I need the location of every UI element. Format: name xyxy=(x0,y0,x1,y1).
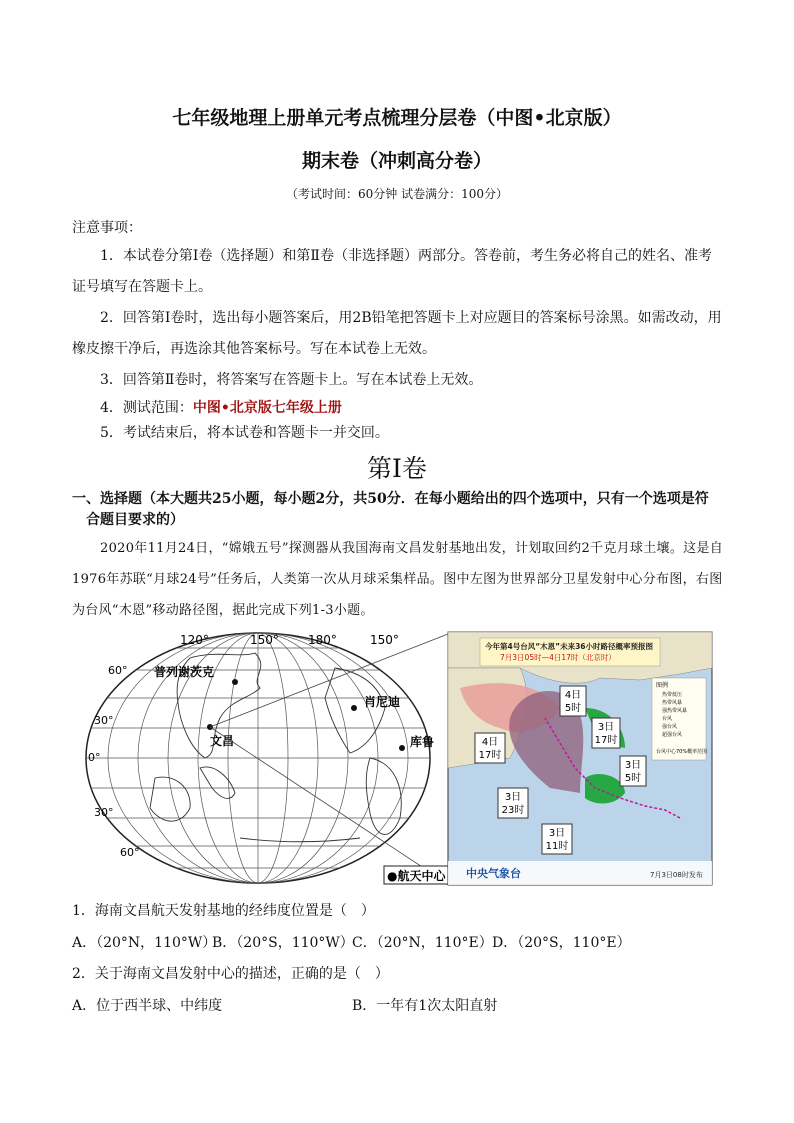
lat-label-2: 0° xyxy=(88,751,101,764)
city-wenchang: 文昌 xyxy=(210,734,235,748)
typhoon-legend-item-4: 强台风 xyxy=(662,724,678,730)
notice-item-3 xyxy=(72,365,722,396)
lon-label-0: 120° xyxy=(180,633,209,647)
question-1-option-b: B．（20°S，110°W） xyxy=(212,935,354,951)
city-dot-kennedy xyxy=(351,705,357,711)
typhoon-legend-item-2: 强热带风暴 xyxy=(662,708,688,714)
typhoon-legend-title: 图例 xyxy=(656,682,669,689)
question-1: 1．海南文昌航天发射基地的经纬度位置是（ ） xyxy=(72,903,375,919)
notice-item-2 xyxy=(72,303,722,365)
notice-heading: 注意事项： xyxy=(72,220,142,236)
exam-time-info: （考试时间：60分钟 试卷满分：100分） xyxy=(286,187,508,201)
city-kennedy: 肖尼迪 xyxy=(364,695,401,709)
notice-item-2-text: 2．回答第Ⅰ卷时，选出每小题答案后，用2B铅笔把答题卡上对应题目的答案标号涂黑。如需改动，用橡皮擦干净后，再选涂其他答案标号。写在本试卷上无效。 xyxy=(72,310,722,357)
city-plesetsk: 普列谢茨克 xyxy=(154,665,215,679)
lat-label-0: 60° xyxy=(108,664,128,677)
notice-item-5 xyxy=(72,418,722,449)
typhoon-header-line1: 今年第4号台风“木恩”未来36小时路径概率预报图 xyxy=(485,642,654,651)
time-box-2-hour: 17时 xyxy=(478,750,502,761)
exam-subtitle: 期末卷（冲刺高分卷） xyxy=(301,150,492,172)
lat-label-3: 30° xyxy=(94,806,114,819)
figure-maps xyxy=(80,628,714,888)
lon-label-3: 150° xyxy=(370,633,399,647)
city-dot-kourou xyxy=(399,745,405,751)
lon-label-2: 180° xyxy=(308,633,337,647)
time-box-4-day: 3日 xyxy=(504,792,522,803)
typhoon-legend-item-1: 热带风暴 xyxy=(662,700,683,706)
notice-item-5-text: 5．考试结束后，将本试卷和答题卡一并交回。 xyxy=(100,425,389,441)
time-box-0-hour: 5时 xyxy=(564,703,582,714)
typhoon-legend-note: 台风中心70%概率范围 xyxy=(656,749,708,755)
time-box-3-day: 3日 xyxy=(624,760,642,771)
typhoon-legend-item-3: 台风 xyxy=(662,716,673,722)
typhoon-issue-time: 7月3日08时发布 xyxy=(650,871,703,879)
question-1-option-a: A．（20°N，110°W） xyxy=(72,935,217,951)
time-box-0-day: 4日 xyxy=(564,690,582,701)
city-dot-plesetsk xyxy=(232,679,238,685)
question-2-option-a: A．位于西半球、中纬度 xyxy=(72,998,223,1014)
question-1-option-c: C．（20°N，110°E） xyxy=(352,935,493,951)
time-box-3-hour: 5时 xyxy=(624,773,642,784)
question-1-option-d: D．（20°S，110°E） xyxy=(492,935,631,951)
time-box-4-hour: 23时 xyxy=(501,805,525,816)
time-box-5-hour: 11时 xyxy=(545,841,569,852)
section-heading-line1: 一、选择题（本大题共25小题，每小题2分，共50分．在每小题给出的四个选项中，只有一个选项是符 xyxy=(72,491,709,507)
notice-item-3-text: 3．回答第Ⅱ卷时，将答案写在答题卡上。写在本试卷上无效。 xyxy=(100,372,483,388)
typhoon-header-line2: 7月3日05时—4日17时（北京时） xyxy=(500,653,616,662)
notice-item-4-prefix: 4．测试范围： xyxy=(100,400,193,416)
lat-label-4: 60° xyxy=(120,846,140,859)
test-scope: 中图•北京版七年级上册 xyxy=(192,400,342,416)
question-2-option-b: B．一年有1次太阳直射 xyxy=(352,998,498,1014)
city-kourou: 库鲁 xyxy=(410,735,435,749)
section-heading xyxy=(72,489,728,531)
typhoon-agency: 中央气象台 xyxy=(466,867,521,880)
section-heading-line2: 合题目要求的） xyxy=(86,512,184,528)
figure-svg xyxy=(80,628,714,888)
time-box-1-hour: 17时 xyxy=(594,735,618,746)
map-legend: ●航天中心 xyxy=(387,869,446,883)
notice-item-1-text: 1．本试卷分第Ⅰ卷（选择题）和第Ⅱ卷（非选择题）两部分。答卷前，考生务必将自己的姓名、准考证号填写在答题卡上。 xyxy=(72,248,712,295)
typhoon-legend-item-0: 热带低压 xyxy=(662,692,683,698)
typhoon-map xyxy=(448,632,712,885)
exam-title: 七年级地理上册单元考点梳理分层卷（中图•北京版） xyxy=(172,107,622,129)
notice-item-1 xyxy=(72,241,722,303)
volume-title: 第Ⅰ卷 xyxy=(367,454,427,483)
question-2: 2．关于海南文昌发射中心的描述，正确的是（ ） xyxy=(72,966,389,982)
material-text: 2020年11月24日，“嫦娥五号”探测器从我国海南文昌发射基地出发，计划取回约2千克月球土壤。这是自1976年苏联“月球24号”任务后，人类第一次从月球采集样品。图中左图为世界部分卫星发射中心分布图，右图为台风“木恩”移动路径图，据此完成下列1-3小题。 xyxy=(72,541,724,618)
material-paragraph xyxy=(72,533,726,626)
lat-label-1: 30° xyxy=(94,714,114,727)
time-box-1-day: 3日 xyxy=(597,722,615,733)
typhoon-legend-item-5: 超强台风 xyxy=(662,732,683,738)
time-box-2-day: 4日 xyxy=(481,737,499,748)
lon-label-1: 150° xyxy=(250,633,279,647)
time-box-5-day: 3日 xyxy=(548,828,566,839)
